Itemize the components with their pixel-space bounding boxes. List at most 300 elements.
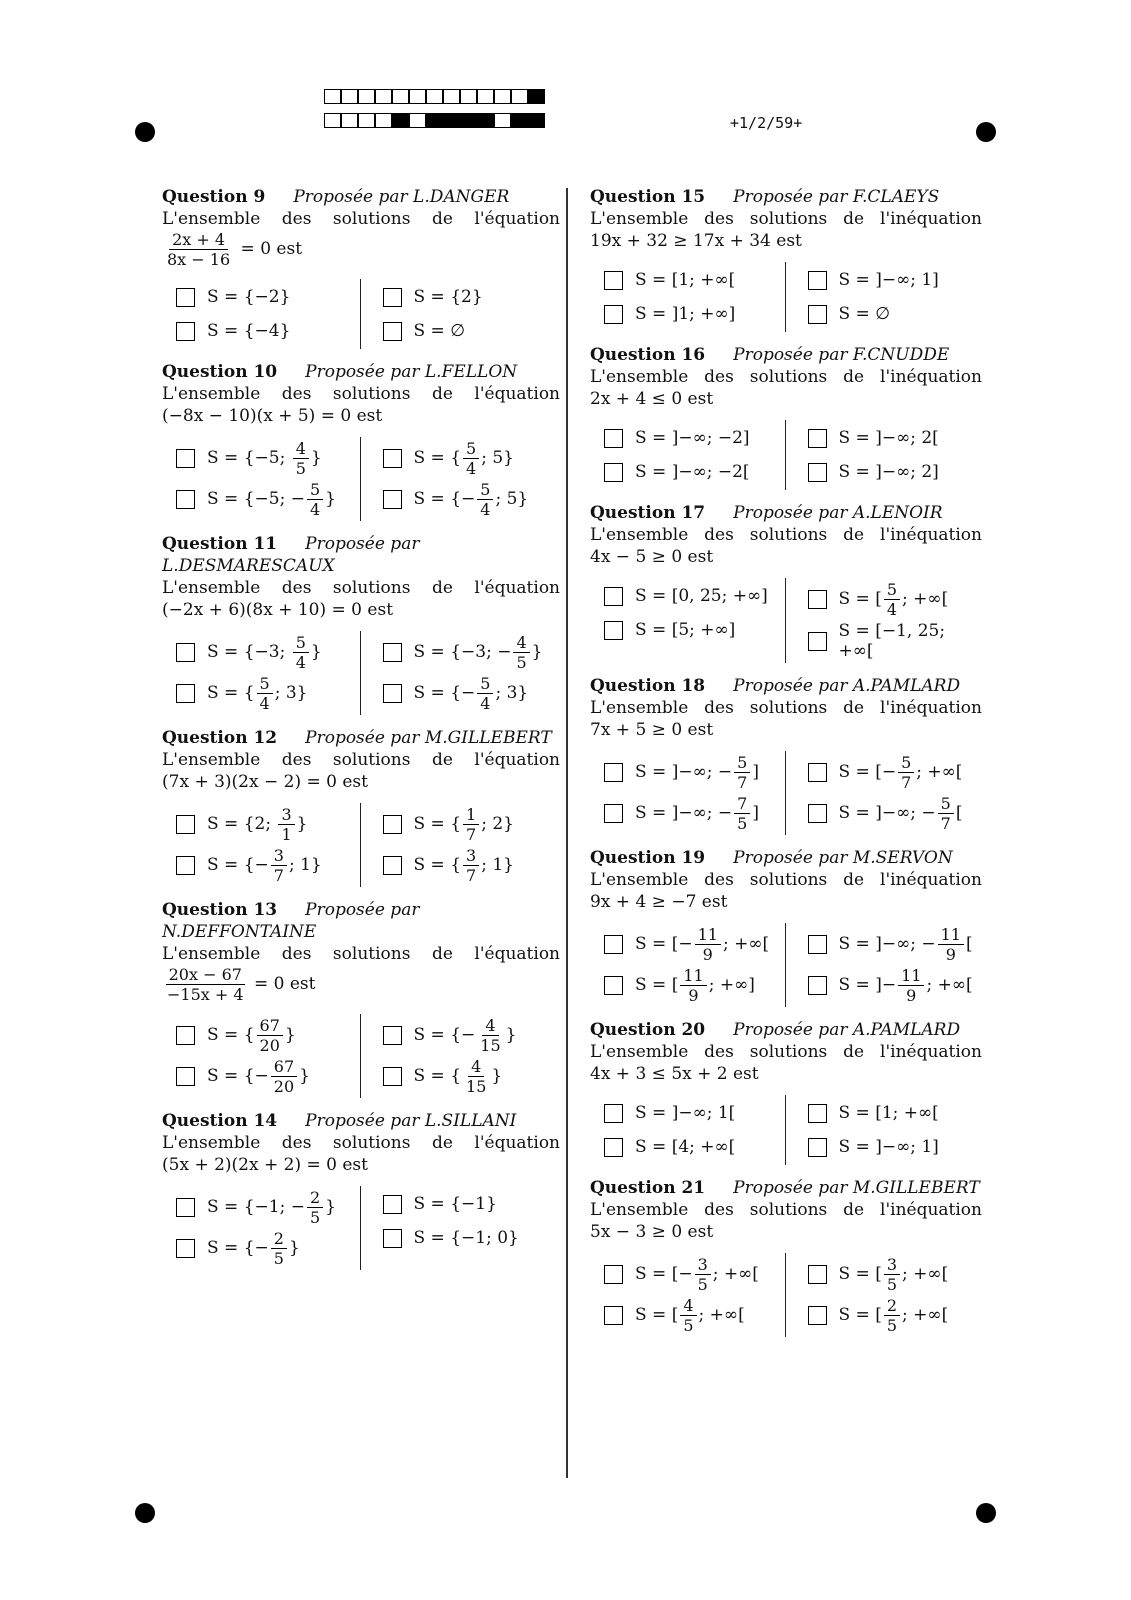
answer-option[interactable] [604,1097,779,1129]
question-block [590,847,982,1007]
answer-text: S = [4; +∞[ [635,1137,736,1157]
answer-grid [590,1095,982,1165]
code-cell [511,89,528,104]
code-cell [324,89,341,104]
question-statement: L'ensemble des solutions de l'inéquation [590,209,982,229]
question-author: Proposée par A.PAMLARD [733,676,961,696]
answer-text: S = [ $\frac{5}{4}$ ; +∞[ [838,580,949,619]
answer-column [360,1186,561,1270]
answer-column [590,262,779,332]
answer-checkbox[interactable] [808,976,827,995]
answer-checkbox[interactable] [604,804,623,823]
answer-text: S = { $\frac{5}{4}$ ; 5} [413,439,514,478]
fraction-denominator: 8x − 16 [167,250,231,269]
answer-text: S = {−1} [413,1194,497,1214]
question-author: Proposée par L.DESMARESCAUX [162,534,420,576]
answer-text: S = [− $\frac{3}{5}$ ; +∞[ [635,1255,759,1294]
answer-checkbox[interactable] [808,763,827,782]
code-cell [358,89,375,104]
question-statement: L'ensemble des solutions de l'équation [162,384,560,404]
question-header [162,186,560,208]
answer-text: S = ∅ [413,321,466,341]
question-header [590,847,982,869]
answer-checkbox[interactable] [604,429,623,448]
student-code-row [324,113,545,130]
answer-text: S = [−1, 25; +∞[ [838,621,946,661]
answer-checkbox[interactable] [383,643,402,662]
answer-checkbox[interactable] [383,322,402,341]
answer-option[interactable] [604,1255,779,1294]
answer-option[interactable] [808,456,983,488]
question-expression: 19x + 32 ≥ 17x + 34 est [590,231,802,251]
answer-option[interactable] [604,966,779,1005]
question-header [162,533,560,577]
answer-checkbox[interactable] [383,490,402,509]
answer-option[interactable] [808,1255,983,1294]
question-author: Proposée par L.FELLON [305,362,518,382]
code-cell [443,113,460,128]
answer-checkbox[interactable] [176,1198,195,1217]
answer-column [162,1014,354,1098]
answer-column [785,923,983,1007]
answer-option[interactable] [176,1016,354,1055]
answer-option[interactable] [176,846,354,885]
answer-checkbox[interactable] [383,1229,402,1248]
answer-checkbox[interactable] [808,1104,827,1123]
answer-text: S = ]−∞; −2] [635,428,750,448]
answer-grid [590,262,982,332]
question-author: Proposée par M.SERVON [733,848,953,868]
student-code-row [324,89,545,106]
answer-checkbox[interactable] [604,305,623,324]
answer-text: S = ]−∞; 2] [838,462,939,482]
question-title: Question 19 [590,848,706,868]
answer-column [360,1014,561,1098]
answer-text: S = {− $\frac{67}{20}$ } [207,1057,310,1096]
question-title: Question 12 [162,728,278,748]
question-statement: L'ensemble des solutions de l'inéquation [590,698,982,718]
answer-text: S = ]−∞; 2[ [838,428,939,448]
answer-checkbox[interactable] [604,1265,623,1284]
answer-checkbox[interactable] [604,1306,623,1325]
answer-checkbox[interactable] [176,856,195,875]
answer-option[interactable] [176,315,354,347]
answer-column [360,803,561,887]
answer-column [590,420,779,490]
answer-option[interactable] [383,281,561,313]
answer-checkbox[interactable] [808,590,827,609]
answer-checkbox[interactable] [604,935,623,954]
answer-option[interactable] [383,1016,561,1055]
question-title: Question 16 [590,345,706,365]
answer-grid [162,803,560,887]
answer-option[interactable] [604,614,779,646]
answer-text: S = {2; $\frac{3}{1}$ } [207,805,308,844]
answer-checkbox[interactable] [808,463,827,482]
answer-text: S = ]−∞; 1[ [635,1103,736,1123]
answer-option[interactable] [383,846,561,885]
answer-column [590,1095,779,1165]
answer-text: S = ∅ [838,304,891,324]
question-author: Proposée par F.CLAEYS [733,187,940,207]
expression-tail: = 0 est [253,974,316,994]
code-cell [392,89,409,104]
code-cell [460,89,477,104]
question-title: Question 14 [162,1111,278,1131]
question-header [590,344,982,366]
code-cell [358,113,375,128]
answer-option[interactable] [604,753,779,792]
answer-column [590,751,779,835]
question-title: Question 18 [590,676,706,696]
page-id: +1/2/59+ [730,114,803,132]
answer-column [590,578,779,663]
answer-option[interactable] [808,621,983,661]
answer-checkbox[interactable] [604,463,623,482]
question-title: Question 21 [590,1178,706,1198]
code-cell [477,89,494,104]
registration-mark-bottom-right [976,1503,996,1523]
answer-checkbox[interactable] [383,684,402,703]
code-cell [324,113,341,128]
fraction-numerator: 20x − 67 [166,965,245,985]
question-statement: L'ensemble des solutions de l'équation [162,578,560,598]
fraction-numerator: 2x + 4 [169,230,228,250]
answer-checkbox[interactable] [383,1067,402,1086]
answer-checkbox[interactable] [176,815,195,834]
answer-text: S = {−1; 0} [413,1228,519,1248]
answer-text: S = [− $\frac{11}{9}$ ; +∞[ [635,925,770,964]
answer-text: S = [1; +∞[ [838,1103,939,1123]
answer-option[interactable] [383,1222,561,1254]
question-statement: L'ensemble des solutions de l'inéquation [590,525,982,545]
answer-grid [162,631,560,715]
answer-checkbox[interactable] [808,935,827,954]
answer-option[interactable] [808,966,983,1005]
answer-option[interactable] [604,580,779,612]
answer-checkbox[interactable] [808,632,827,651]
answer-option[interactable] [383,805,561,844]
question-statement: L'ensemble des solutions de l'inéquation [590,870,982,890]
answer-checkbox[interactable] [383,449,402,468]
question-author: Proposée par L.DANGER [293,187,510,207]
answer-text: S = {− $\frac{5}{4}$ ; 3} [413,674,529,713]
question-header [590,186,982,208]
answer-text: S = {− $\frac{4}{15}$ } [413,1016,517,1055]
question-block [590,186,982,332]
code-cell [494,113,511,128]
answer-column [785,751,983,835]
answer-text: S = {− $\frac{3}{7}$ ; 1} [207,846,322,885]
answer-grid [162,279,560,349]
answer-option[interactable] [176,480,354,519]
question-header [162,361,560,383]
answer-option[interactable] [808,264,983,296]
question-expression: (7x + 3)(2x − 2) = 0 est [162,772,368,792]
answer-text: S = {−5; $\frac{4}{5}$ } [207,439,322,478]
answer-text: S = ]−∞; − $\frac{11}{9}$ [ [838,925,973,964]
code-cell [494,89,511,104]
answer-checkbox[interactable] [176,288,195,307]
answer-grid [590,1253,982,1337]
answer-option[interactable] [808,753,983,792]
question-header [590,675,982,697]
answer-text: S = { $\frac{67}{20}$ } [207,1016,296,1055]
answer-checkbox[interactable] [383,856,402,875]
answer-option[interactable] [383,633,561,672]
answer-checkbox[interactable] [604,271,623,290]
answer-option[interactable] [176,805,354,844]
answer-column [590,1253,779,1337]
answer-text: S = {− $\frac{2}{5}$ } [207,1229,300,1268]
answer-text: S = {−4} [207,321,291,341]
answer-option[interactable] [808,580,983,619]
answer-option[interactable] [383,480,561,519]
code-cell [528,89,545,104]
answer-option[interactable] [808,298,983,330]
question-statement: L'ensemble des solutions de l'inéquation [590,1200,982,1220]
answer-column [360,631,561,715]
answer-checkbox[interactable] [176,1239,195,1258]
answer-text: S = ]−∞; − $\frac{5}{7}$ [ [838,794,963,833]
question-author: Proposée par L.SILLANI [305,1111,517,1131]
answer-option[interactable] [176,439,354,478]
answer-option[interactable] [176,633,354,672]
question-statement: L'ensemble des solutions de l'inéquation [590,367,982,387]
answer-option[interactable] [383,439,561,478]
answer-text: S = {−2} [207,287,291,307]
answer-checkbox[interactable] [383,815,402,834]
code-cell [511,113,528,128]
answer-text: S = [1; +∞[ [635,270,736,290]
answer-column [162,631,354,715]
answer-option[interactable] [604,422,779,454]
answer-option[interactable] [808,1097,983,1129]
question-expression: 4x + 3 ≤ 5x + 2 est [590,1064,759,1084]
answer-option[interactable] [176,1188,354,1227]
answer-option[interactable] [604,794,779,833]
answer-checkbox[interactable] [808,804,827,823]
answer-text: S = [ $\frac{2}{5}$ ; +∞[ [838,1296,949,1335]
question-block [590,344,982,490]
answer-text: S = { $\frac{3}{7}$ ; 1} [413,846,514,885]
answer-checkbox[interactable] [176,1026,195,1045]
answer-grid [162,1186,560,1270]
answer-grid [590,420,982,490]
answer-checkbox[interactable] [808,271,827,290]
answer-checkbox[interactable] [604,1138,623,1157]
question-expression: 2x + 4 ≤ 0 est [590,389,714,409]
answer-text: S = ]−∞; 1] [838,270,939,290]
answer-grid [590,751,982,835]
code-cell [460,113,477,128]
code-cell [409,89,426,104]
answer-column [590,923,779,1007]
registration-mark-top-left [135,122,155,142]
code-cell [375,113,392,128]
question-block [590,1177,982,1337]
answer-checkbox[interactable] [176,449,195,468]
question-expression [162,230,560,269]
answer-text: S = ]−∞; −2[ [635,462,750,482]
answer-checkbox[interactable] [604,976,623,995]
answer-option[interactable] [383,315,561,347]
answer-column [785,578,983,663]
question-block [162,361,560,521]
answer-option[interactable] [604,1131,779,1163]
question-title: Question 13 [162,900,278,920]
answer-text: S = {2} [413,287,483,307]
question-block [590,502,982,663]
question-statement: L'ensemble des solutions de l'équation [162,1133,560,1153]
answer-option[interactable] [808,422,983,454]
answer-option[interactable] [176,674,354,713]
answer-text: S = ]− $\frac{11}{9}$ ; +∞[ [838,966,973,1005]
answer-text: S = {−5; − $\frac{5}{4}$ } [207,480,336,519]
question-header [590,1019,982,1041]
answer-option[interactable] [383,1057,561,1096]
answer-text: S = {− $\frac{5}{4}$ ; 5} [413,480,529,519]
question-title: Question 20 [590,1020,706,1040]
answer-text: S = [− $\frac{5}{7}$ ; +∞[ [838,753,963,792]
question-statement: L'ensemble des solutions de l'équation [162,944,560,964]
question-expression: 9x + 4 ≥ −7 est [590,892,728,912]
answer-column [162,1186,354,1270]
answer-text: S = [5; +∞] [635,620,736,640]
code-cell [528,113,545,128]
answer-checkbox[interactable] [604,587,623,606]
answer-checkbox[interactable] [176,684,195,703]
answer-text: S = { $\frac{5}{4}$ ; 3} [207,674,308,713]
answer-text: S = [ $\frac{11}{9}$ ; +∞] [635,966,755,1005]
answer-column [162,803,354,887]
answer-option[interactable] [176,1229,354,1268]
answer-column [360,437,561,521]
answer-option[interactable] [604,1296,779,1335]
answer-checkbox[interactable] [808,1265,827,1284]
answer-option[interactable] [383,674,561,713]
code-cell [409,113,426,128]
answer-option[interactable] [604,264,779,296]
answer-option[interactable] [383,1188,561,1220]
answer-option[interactable] [808,925,983,964]
right-column [590,186,982,1349]
answer-text: S = [ $\frac{4}{5}$ ; +∞[ [635,1296,745,1335]
question-title: Question 17 [590,503,706,523]
question-author: Proposée par M.GILLEBERT [733,1178,980,1198]
code-cell [426,113,443,128]
code-cell [443,89,460,104]
answer-option[interactable] [604,925,779,964]
question-block [162,727,560,887]
answer-option[interactable] [604,456,779,488]
question-statement: L'ensemble des solutions de l'inéquation [590,1042,982,1062]
answer-grid [590,578,982,663]
answer-option[interactable] [808,1296,983,1335]
code-cell [341,89,358,104]
question-header [590,1177,982,1199]
answer-checkbox[interactable] [808,1306,827,1325]
answer-text: S = { $\frac{1}{7}$ ; 2} [413,805,514,844]
question-author: Proposée par F.CNUDDE [733,345,950,365]
question-author: Proposée par M.GILLEBERT [305,728,552,748]
answer-option[interactable] [176,281,354,313]
answer-checkbox[interactable] [383,1026,402,1045]
answer-checkbox[interactable] [176,1067,195,1086]
question-block [590,1019,982,1165]
answer-checkbox[interactable] [383,288,402,307]
answer-text: S = [ $\frac{3}{5}$ ; +∞[ [838,1255,949,1294]
question-title: Question 9 [162,187,266,207]
registration-mark-bottom-left [135,1503,155,1523]
code-cell [341,113,358,128]
question-block [162,533,560,715]
answer-text: S = {−3; $\frac{5}{4}$ } [207,633,322,672]
left-column [162,186,560,1282]
question-block [162,899,560,1098]
answer-option[interactable] [808,794,983,833]
question-block [162,1110,560,1270]
answer-option[interactable] [176,1057,354,1096]
question-expression [162,965,560,1004]
code-cell [477,113,494,128]
answer-option[interactable] [808,1131,983,1163]
answer-text: S = { $\frac{4}{15}$ } [413,1057,503,1096]
answer-column [785,1253,983,1337]
question-expression: 4x − 5 ≥ 0 est [590,547,714,567]
answer-grid [162,437,560,521]
question-statement: L'ensemble des solutions de l'équation [162,209,560,229]
answer-text: S = [0, 25; +∞] [635,586,768,606]
question-expression: (−2x + 6)(8x + 10) = 0 est [162,600,394,620]
answer-text: S = ]1; +∞] [635,304,736,324]
question-expression: 5x − 3 ≥ 0 est [590,1222,714,1242]
question-expression: (−8x − 10)(x + 5) = 0 est [162,406,383,426]
question-title: Question 11 [162,534,278,554]
answer-checkbox[interactable] [176,490,195,509]
answer-checkbox[interactable] [808,1138,827,1157]
answer-text: S = ]−∞; − $\frac{7}{5}$ ] [635,794,759,833]
question-title: Question 10 [162,362,278,382]
question-header [590,502,982,524]
question-header [162,727,560,749]
answer-option[interactable] [604,298,779,330]
question-block [162,186,560,349]
answer-checkbox[interactable] [176,643,195,662]
answer-checkbox[interactable] [604,1104,623,1123]
answer-column [162,279,354,349]
answer-grid [162,1014,560,1098]
answer-checkbox[interactable] [176,322,195,341]
question-block [590,675,982,835]
code-cell [392,113,409,128]
answer-column [162,437,354,521]
answer-checkbox[interactable] [604,763,623,782]
answer-checkbox[interactable] [604,621,623,640]
question-author: Proposée par N.DEFFONTAINE [162,900,420,942]
answer-checkbox[interactable] [383,1195,402,1214]
question-author: Proposée par A.PAMLARD [733,1020,961,1040]
code-cell [375,89,392,104]
question-expression: 7x + 5 ≥ 0 est [590,720,714,740]
answer-column [360,279,561,349]
answer-column [785,262,983,332]
answer-checkbox[interactable] [808,429,827,448]
column-divider [566,188,568,1478]
question-header [162,1110,560,1132]
answer-checkbox[interactable] [808,305,827,324]
fraction-denominator: −15x + 4 [167,985,244,1004]
